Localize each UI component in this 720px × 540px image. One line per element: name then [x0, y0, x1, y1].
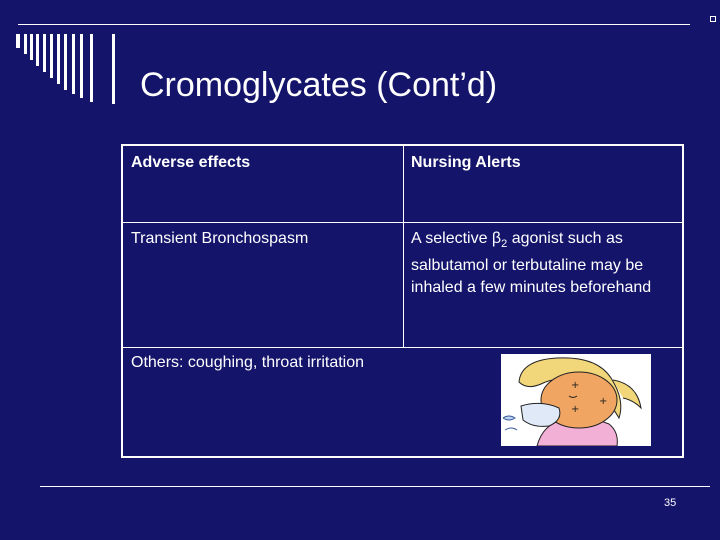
cell-others: Others: coughing, throat irritation: [131, 354, 365, 371]
svg-text:+: +: [571, 380, 580, 391]
alert-subscript: 2: [501, 238, 508, 251]
page-number: 35: [664, 497, 677, 509]
cell-nursing-alert: [411, 228, 681, 299]
alert-suffix: agonist such as salbutamol or terbutaline may be inhaled a few minutes beforehand: [411, 230, 652, 297]
effects-table: [121, 144, 684, 458]
top-rule: [18, 24, 690, 25]
cell-transient-bronchospasm: Transient Bronchospasm: [131, 230, 309, 247]
slide-title: Cromoglycates (Cont’d): [140, 66, 498, 104]
header-adverse-effects: Adverse effects: [131, 154, 251, 171]
corner-square: [710, 16, 716, 22]
column-divider: [403, 146, 404, 348]
footer-rule: [40, 486, 710, 487]
row-divider: [123, 347, 682, 348]
svg-text:+: +: [599, 396, 608, 407]
decorative-bars: [16, 34, 126, 104]
coughing-person-icon: [501, 354, 651, 446]
header-divider: [123, 222, 682, 223]
svg-text:+: +: [571, 404, 580, 415]
header-nursing-alerts: Nursing Alerts: [411, 154, 521, 171]
alert-prefix: A selective β: [411, 230, 502, 247]
